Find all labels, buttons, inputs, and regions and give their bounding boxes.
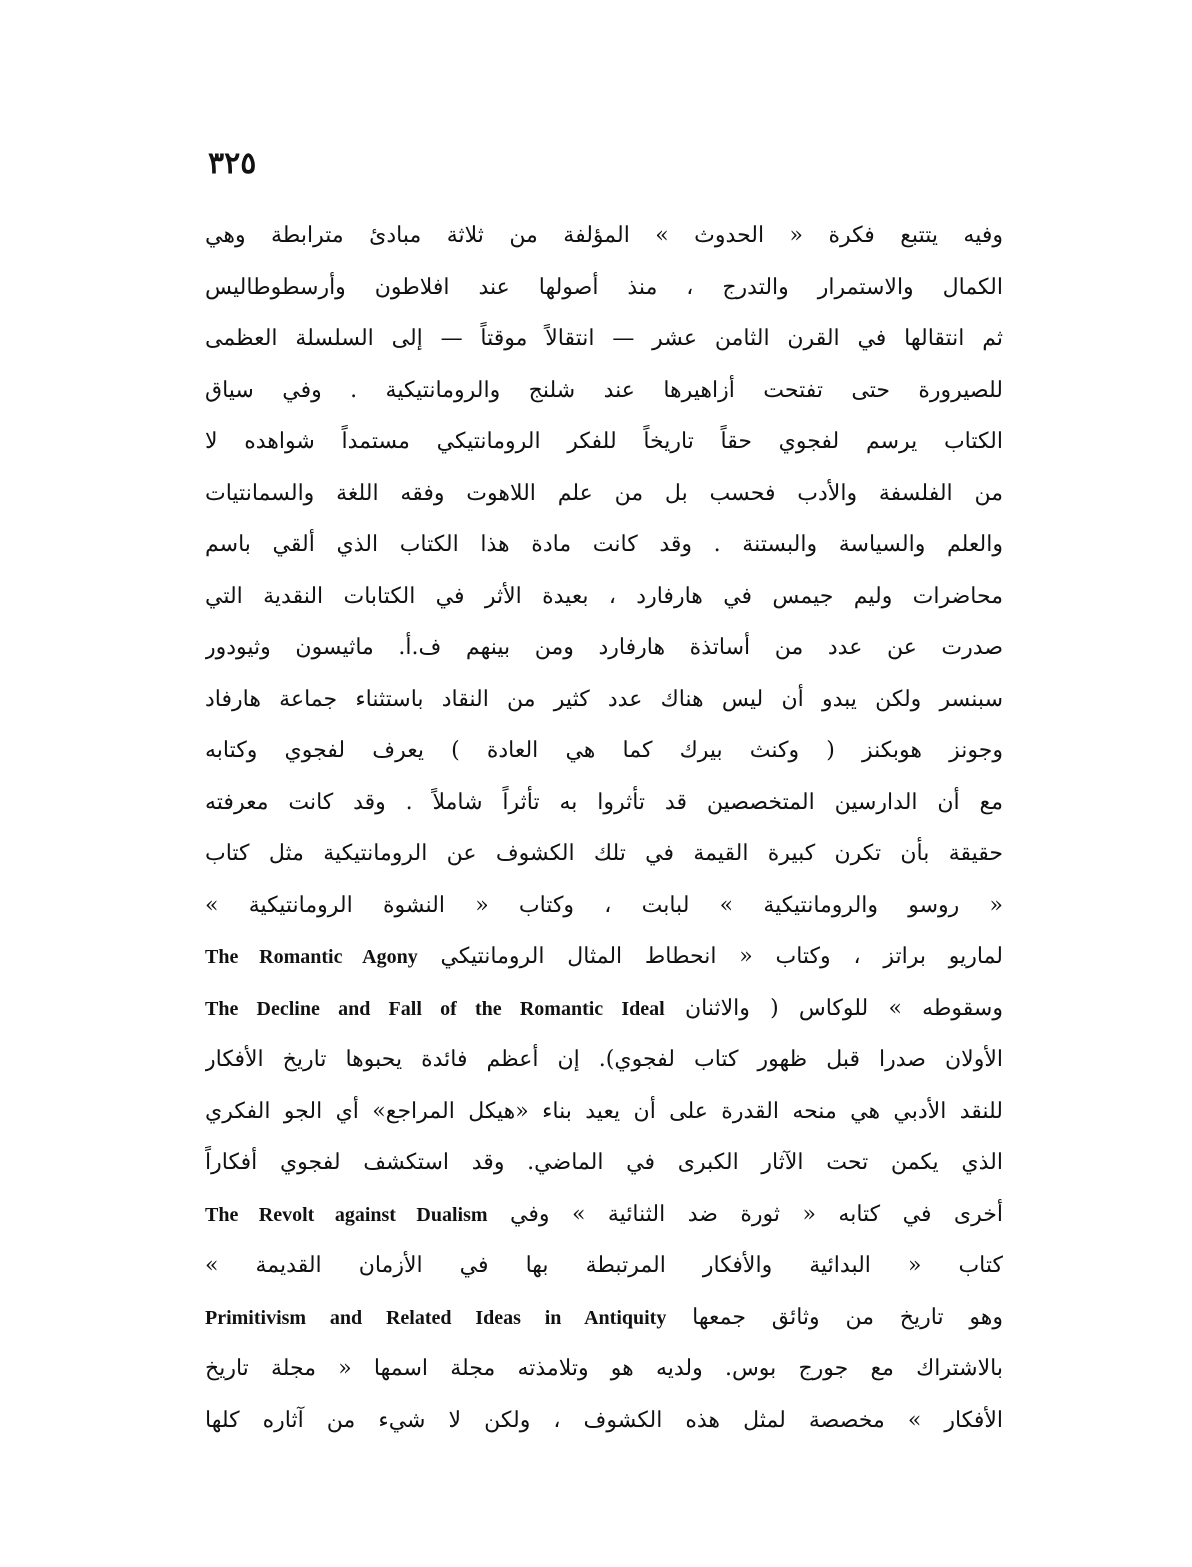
text-line: حقيقة بأن تكرن كبيرة القيمة في تلك الكشوف عن الرومانتيكية مثل كتاب xyxy=(205,841,1003,866)
arabic-segment: لماريو براتز ، وكتاب « انحطاط المثال الرومانتيكي xyxy=(440,944,1003,969)
text-line: كتاب « البدائية والأفكار المرتبطة بها في الأزمان القديمة » xyxy=(205,1253,1003,1278)
body-text xyxy=(205,210,1003,1446)
english-title: The Revolt against Dualism xyxy=(205,1203,488,1226)
text-line: سبنسر ولكن يبدو أن ليس هناك عدد كثير من النقاد باستثناء جماعة هارفاد xyxy=(205,686,1003,712)
text-line: مع أن الدارسين المتخصصين قد تأثروا به تأثراً شاملاً . وقد كانت معرفته xyxy=(205,789,1003,815)
english-title: Primitivism and Related Ideas in Antiquity xyxy=(205,1306,667,1329)
text-line: الذي يكمن تحت الآثار الكبرى في الماضي. وقد استكشف لفجوي أفكاراً xyxy=(205,1150,1003,1175)
text-line: « روسو والرومانتيكية » لبابت ، وكتاب « النشوة الرومانتيكية » xyxy=(205,892,1003,918)
text-line: صدرت عن عدد من أساتذة هارفارد ومن بينهم ف.أ. ماثيسون وثيودور xyxy=(205,635,1003,660)
text-line: للنقد الأدبي هي منحه القدرة على أن يعيد بناء «هيكل المراجع» أي الجو الفكري xyxy=(205,1098,1003,1124)
text-line: للصيرورة حتى تفتحت أزاهيرها عند شلنج والرومانتيكية . وفي سياق xyxy=(205,377,1003,403)
text-line-mixed xyxy=(205,931,1003,983)
english-title: The Romantic Agony xyxy=(205,946,418,968)
text-line: الأفكار » مخصصة لمثل هذه الكشوف ، ولكن لا شيء من آثاره كلها xyxy=(205,1407,1003,1433)
text-line-mixed xyxy=(205,983,1003,1035)
arabic-segment: وسقوطه » للوكاس ( والاثنان xyxy=(684,995,1003,1021)
text-line: الكمال والاستمرار والتدرج ، منذ أصولها عند افلاطون وأرسطوطاليس xyxy=(205,274,1003,300)
text-line: وفيه يتتبع فكرة « الحدوث » المؤلفة من ثلاثة مبادئ مترابطة وهي xyxy=(205,223,1003,248)
text-line: ثم انتقالها في القرن الثامن عشر — انتقالاً موقتاً — إلى السلسلة العظمى xyxy=(205,326,1003,351)
page-number: ٣٢٥ xyxy=(208,146,257,181)
arabic-segment: وهو تاريخ من وثائق جمعها xyxy=(692,1304,1003,1330)
english-title: The Decline and Fall of the Romantic Ideal xyxy=(205,997,665,1020)
text-line: الكتاب يرسم لفجوي حقاً تاريخاً للفكر الرومانتيكي مستمداً شواهده لا xyxy=(205,429,1003,454)
arabic-segment: أخرى في كتابه « ثورة ضد الثنائية » وفي xyxy=(510,1201,1003,1227)
text-line: والعلم والسياسة والبستنة . وقد كانت مادة هذا الكتاب الذي ألقي باسم xyxy=(205,532,1003,557)
text-line: محاضرات وليم جيمس في هارفارد ، بعيدة الأثر في الكتابات النقدية التي xyxy=(205,583,1003,609)
text-line: وجونز هوبكنز ( وكنث بيرك كما هي العادة ) يعرف لفجوي وكتابه xyxy=(205,738,1003,763)
text-line-mixed xyxy=(205,1189,1003,1241)
text-line: من الفلسفة والأدب فحسب بل من علم اللاهوت وفقه اللغة والسمانتيات xyxy=(205,480,1003,506)
text-line-mixed xyxy=(205,1292,1003,1344)
text-line: الأولان صدرا قبل ظهور كتاب لفجوي). إن أعظم فائدة يحبوها تاريخ الأفكار xyxy=(205,1047,1003,1072)
text-line: بالاشتراك مع جورج بوس. ولديه هو وتلامذته مجلة اسمها « مجلة تاريخ xyxy=(205,1356,1003,1381)
